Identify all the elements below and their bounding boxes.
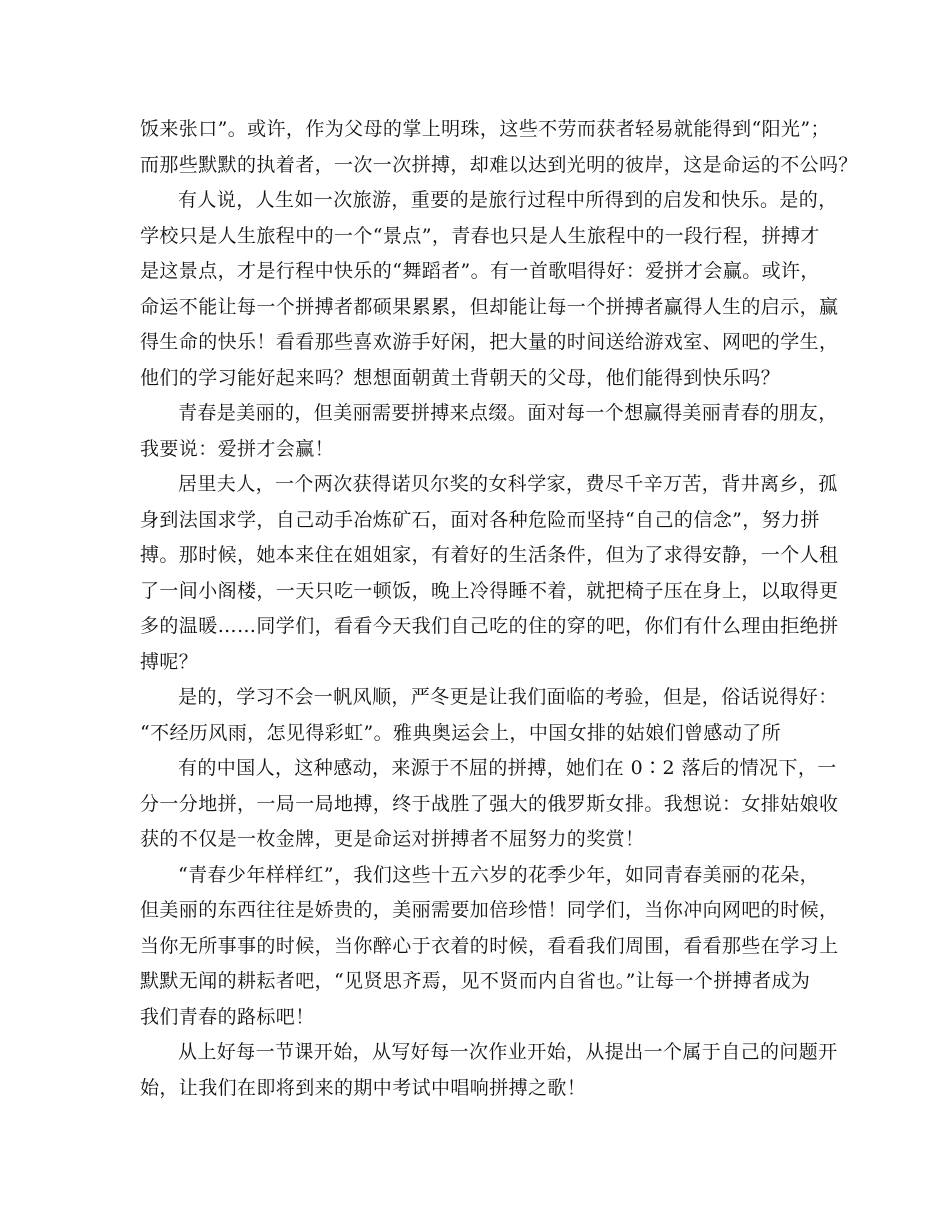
text-line: 当你无所事事的时候，当你醉心于衣着的时候，看看我们周围，看看那些在学习上 bbox=[140, 934, 839, 957]
text-line: 了一间小阁楼，一天只吃一顿饭，晚上冷得睡不着，就把椅子压在身上，以取得更 bbox=[140, 579, 839, 602]
text-line: 青春是美丽的，但美丽需要拼搏来点缀。面对每一个想赢得美丽青春的朋友， bbox=[178, 402, 838, 424]
text-line: 有人说，人生如一次旅游，重要的是旅行过程中所得到的启发和快乐。是的， bbox=[178, 189, 838, 211]
text-line: 命运不能让每一个拼搏者都硕果累累，但却能让每一个拼搏者赢得人生的启示，赢 bbox=[140, 295, 839, 318]
text-line: 默默无闻的耕耘者吧，“见贤思齐焉，见不贤而内自省也。”让每一个拼搏者成为 bbox=[140, 970, 811, 992]
text-line: 身到法国求学，自己动手冶炼矿石，面对各种危险而坚持“自己的信念”，努力拼 bbox=[140, 508, 820, 531]
text-line: 他们的学习能好起来吗？想想面朝黄土背朝天的父母，他们能得到快乐吗？ bbox=[140, 366, 781, 389]
text-line: 多的温暖……同学们，看看今天我们自己吃的住的穿的吧，你们有什么理由拒绝拼 bbox=[140, 615, 839, 637]
text-line: “青春少年样样红”，我们这些十五六岁的花季少年，如同青春美丽的花朵， bbox=[178, 863, 820, 886]
text-line: 居里夫人，一个两次获得诺贝尔奖的女科学家，费尽千辛万苦，背井离乡，孤 bbox=[178, 473, 838, 495]
text-line: 是这景点，才是行程中快乐的“舞蹈者”。有一首歌唱得好：爱拼才会赢。或许， bbox=[140, 260, 820, 282]
text-line: “不经历风雨，怎见得彩虹”。雅典奥运会上，中国女排的姑娘们曾感动了所 bbox=[140, 721, 782, 744]
text-line: 搏呢？ bbox=[140, 650, 199, 673]
text-line: 是的，学习不会一帆风顺，严冬更是让我们面临的考验，但是，俗话说得好： bbox=[178, 686, 838, 708]
text-line: 得生命的快乐！看看那些喜欢游手好闲，把大量的时间送给游戏室、网吧的学生， bbox=[140, 331, 839, 353]
text-line: 分一分地拼，一局一局地搏，终于战胜了强大的俄罗斯女排。我想说：女排姑娘收 bbox=[140, 792, 839, 815]
text-line: 从上好每一节课开始，从写好每一次作业开始，从提出一个属于自己的问题开 bbox=[178, 1041, 838, 1063]
text-line: 搏。那时候，她本来住在姐姐家，有着好的生活条件，但为了求得安静，一个人租 bbox=[140, 544, 839, 566]
text-line: 学校只是人生旅程中的一个“景点”，青春也只是人生旅程中的一段行程，拼搏才 bbox=[140, 224, 820, 247]
text-line: 获的不仅是一枚金牌，更是命运对拼搏者不屈努力的奖赏！ bbox=[140, 828, 645, 850]
text-line: 有的中国人，这种感动，来源于不屈的拼搏，她们在 0∶2 落后的情况下，一 bbox=[178, 757, 837, 779]
text-line: 我们青春的路标吧！ bbox=[140, 1005, 315, 1028]
text-line: 饭来张口”。或许，作为父母的掌上明珠，这些不劳而获者轻易就能得到“阳光”； bbox=[140, 118, 830, 140]
document-body bbox=[140, 112, 858, 1106]
text-line: 始，让我们在即将到来的期中考试中唱响拼搏之歌！ bbox=[140, 1076, 587, 1099]
text-line: 但美丽的东西往往是娇贵的，美丽需要加倍珍惜！同学们，当你冲向网吧的时候， bbox=[140, 899, 839, 921]
text-line: 我要说：爱拼才会赢！ bbox=[140, 437, 335, 460]
text-line: 而那些默默的执着者，一次一次拼搏，却难以达到光明的彼岸，这是命运的不公吗？ bbox=[140, 153, 858, 176]
